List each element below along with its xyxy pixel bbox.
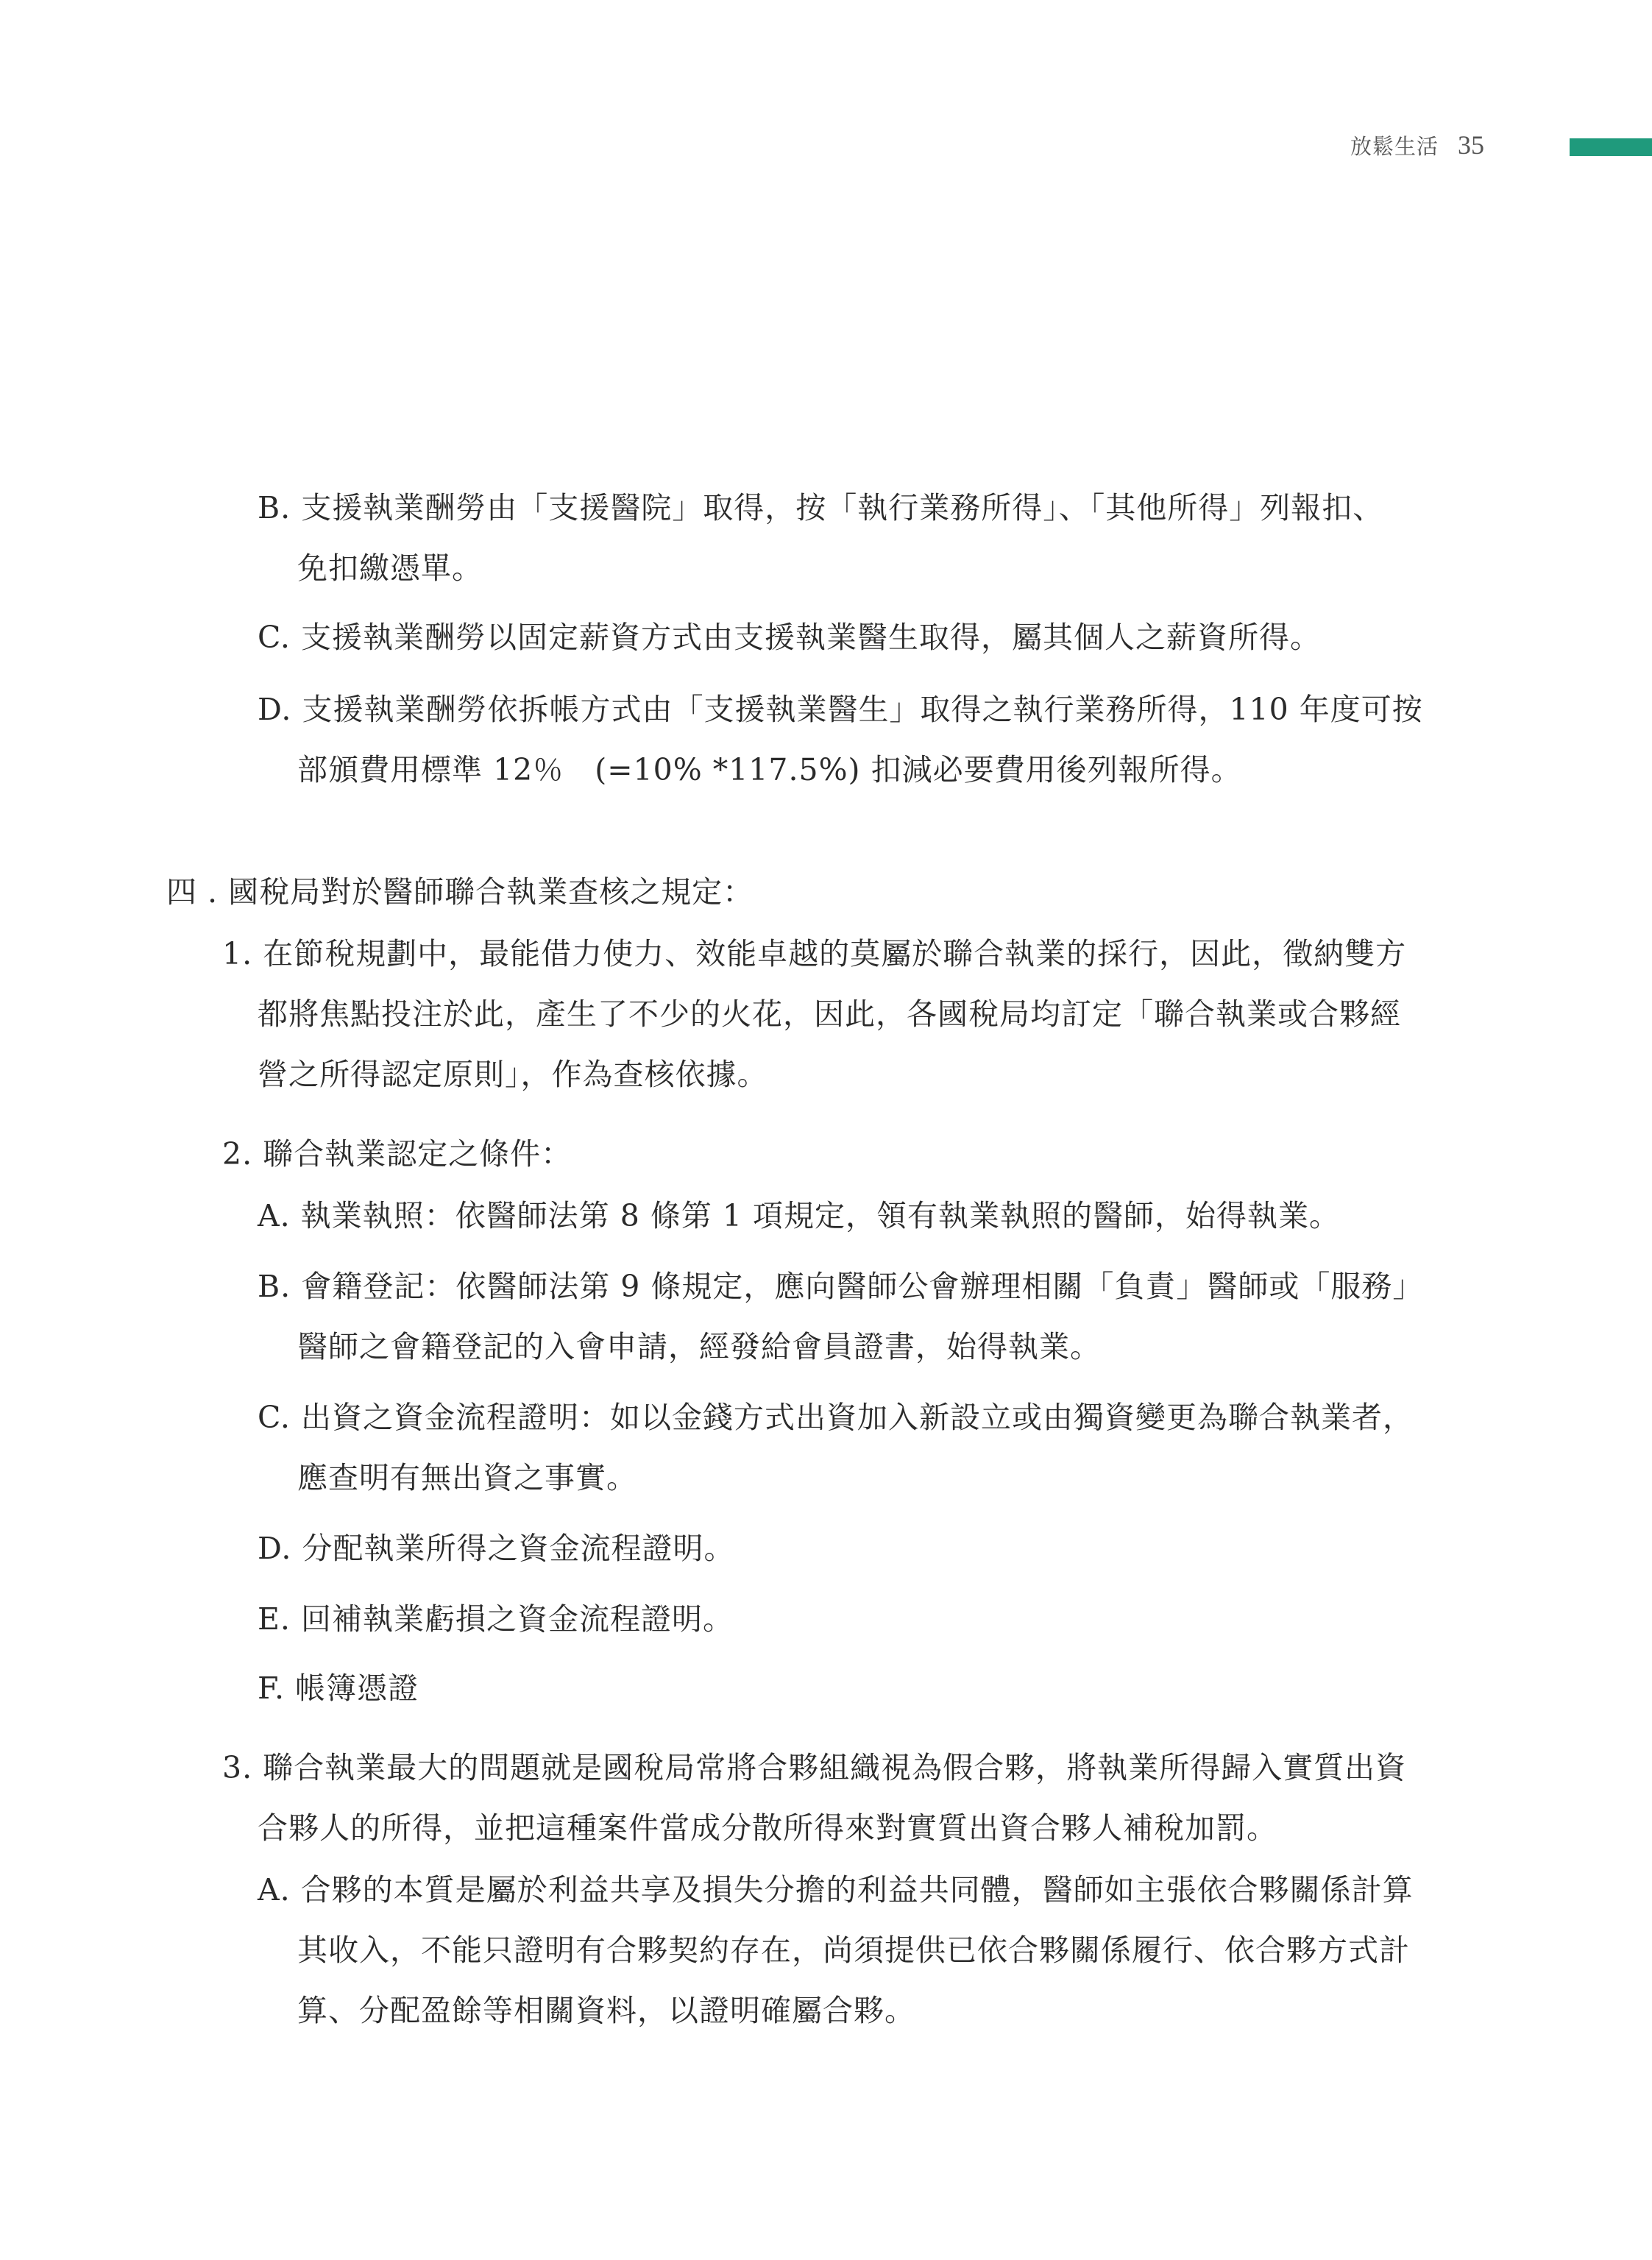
point-2-item-b-line-1: B. 會籍登記：依醫師法第 9 條規定，應向醫師公會辦理相關「負責」醫師或「服務」	[258, 1269, 1424, 1304]
point-2-heading: 2. 聯合執業認定之條件：	[222, 1136, 572, 1172]
point-3-line-1: 3. 聯合執業最大的問題就是國稅局常將合夥組織視為假合夥，將執業所得歸入實質出資	[222, 1750, 1407, 1785]
item-d-line-1: D. 支援執業酬勞依拆帳方式由「支援執業醫生」取得之執行業務所得，110 年度可按	[258, 692, 1423, 727]
item-c-line-1: C. 支援執業酬勞以固定薪資方式由支援執業醫生取得，屬其個人之薪資所得。	[258, 620, 1321, 655]
item-b-line-2: 免扣繳憑單。	[297, 550, 483, 586]
point-1-line-2: 都將焦點投注於此，產生了不少的火花，因此，各國稅局均訂定「聯合執業或合夥經	[258, 996, 1401, 1032]
point-2-item-d: D. 分配執業所得之資金流程證明。	[258, 1531, 735, 1566]
point-2-item-c-line-1: C. 出資之資金流程證明：如以金錢方式出資加入新設立或由獨資變更為聯合執業者，	[258, 1400, 1414, 1435]
point-3-item-a-line-3: 算、分配盈餘等相關資料，以證明確屬合夥。	[297, 1993, 915, 2028]
point-1-line-1: 1. 在節稅規劃中，最能借力使力、效能卓越的莫屬於聯合執業的採行，因此，徵納雙方	[222, 936, 1407, 971]
point-3-line-2: 合夥人的所得，並把這種案件當成分散所得來對實質出資合夥人補稅加罰。	[258, 1810, 1277, 1846]
item-d-line-2: 部頒費用標準 12％ (=10% *117.5%) 扣減必要費用後列報所得。	[297, 752, 1242, 787]
running-header	[1350, 130, 1484, 160]
point-2-item-f: F. 帳簿憑證	[258, 1671, 419, 1706]
point-2-item-b-line-2: 醫師之會籍登記的入會申請，經發給會員證書，始得執業。	[297, 1329, 1101, 1364]
header-section-title: 放鬆生活	[1350, 134, 1439, 159]
point-1-line-3: 營之所得認定原則」，作為查核依據。	[258, 1057, 768, 1092]
point-2-item-c-line-2: 應查明有無出資之事實。	[297, 1460, 637, 1495]
item-b-line-1: B. 支援執業酬勞由「支援醫院」取得，按「執行業務所得」、「其他所得」列報扣、	[258, 490, 1384, 525]
header-accent-bar	[1570, 138, 1652, 156]
point-3-item-a-line-2: 其收入，不能只證明有合夥契約存在，尚須提供已依合夥關係履行、依合夥方式計	[297, 1933, 1410, 1968]
section-heading-4: 四 . 國稅局對於醫師聯合執業查核之規定：	[166, 874, 754, 910]
point-2-item-a: A. 執業執照：依醫師法第 8 條第 1 項規定，領有執業執照的醫師，始得執業。	[258, 1198, 1340, 1233]
page-number: 35	[1458, 130, 1484, 160]
point-3-item-a-line-1: A. 合夥的本質是屬於利益共享及損失分擔的利益共同體，醫師如主張依合夥關係計算	[258, 1872, 1414, 1907]
point-2-item-e: E. 回補執業虧損之資金流程證明。	[258, 1601, 734, 1637]
